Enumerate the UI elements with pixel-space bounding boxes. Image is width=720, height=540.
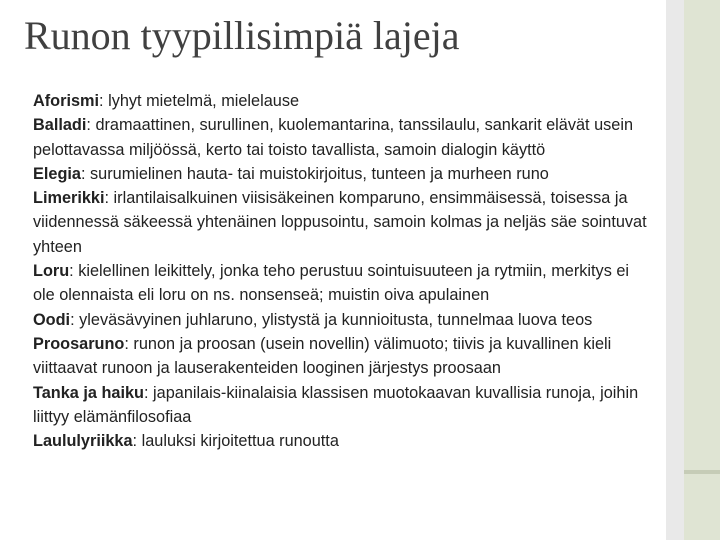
decorative-stripe-top: [684, 0, 720, 470]
decorative-stripe-bottom: [684, 474, 720, 540]
entry-elegia: [33, 162, 655, 186]
entry-term: Balladi: [33, 116, 87, 135]
entry-aforismi: [33, 89, 655, 113]
entry-term: Oodi: [33, 310, 71, 329]
slide-title: Runon tyypillisimpiä lajeja: [24, 13, 460, 58]
entry-laululyriikka: [33, 429, 655, 453]
entry-loru: [33, 259, 655, 308]
entry-term: Laululyriikka: [33, 432, 133, 451]
entry-definition: : yleväsävyinen juhlaruno, ylistystä ja kunnioitusta, tunnelmaa luova teos: [70, 310, 593, 329]
entry-limerikki: [33, 186, 655, 259]
slide-content: [33, 89, 655, 453]
entry-definition: : irlantilaisalkuinen viisisäkeinen komparuno, ensimmäisessä, toisessa ja viidennessä säkeessä yhtenäinen loppusointu, samoin kolmas ja neljäs säe sointuvat yhteen: [33, 189, 647, 256]
entry-definition: : surumielinen hauta- tai muistokirjoitus, tunteen ja murheen runo: [80, 164, 549, 183]
entry-term: Limerikki: [33, 189, 105, 208]
entry-term: Proosaruno: [33, 334, 125, 353]
entry-definition: : lauluksi kirjoitettua runoutta: [132, 432, 339, 451]
entry-definition: : japanilais-kiinalaisia klassisen muotokaavan kuvallisia runoja, joihin liittyy elämänfilosofiaa: [33, 383, 639, 426]
entry-term: Elegia: [33, 164, 81, 183]
entry-proosaruno: [33, 332, 655, 381]
entry-definition: : lyhyt mietelmä, mielelause: [99, 92, 300, 110]
entry-definition: : runon ja proosan (usein novellin) välimuoto; tiivis ja kuvallinen kieli viittaavat runoon ja lauserakenteiden looginen järjestys proosaan: [33, 334, 612, 378]
entry-definition: : dramaattinen, surullinen, kuolemantarina, tanssilaulu, sankarit elävät usein pelottavassa miljöössä, kerto tai toisto tavallista, samoin dialogin käyttö: [33, 116, 634, 159]
entry-term: Aforismi: [33, 92, 100, 110]
entry-term: Loru: [33, 262, 70, 281]
entry-term: Tanka ja haiku: [33, 383, 144, 402]
entry-oodi: [33, 308, 655, 332]
entry-tanka-ja-haiku: [33, 381, 655, 430]
entry-balladi: [33, 113, 655, 162]
entry-definition: : kielellinen leikittely, jonka teho perustuu sointuisuuteen ja rytmiin, merkitys ei ole olennaista eli loru on ns. nonsenseä; muistin oiva apulainen: [33, 262, 630, 305]
